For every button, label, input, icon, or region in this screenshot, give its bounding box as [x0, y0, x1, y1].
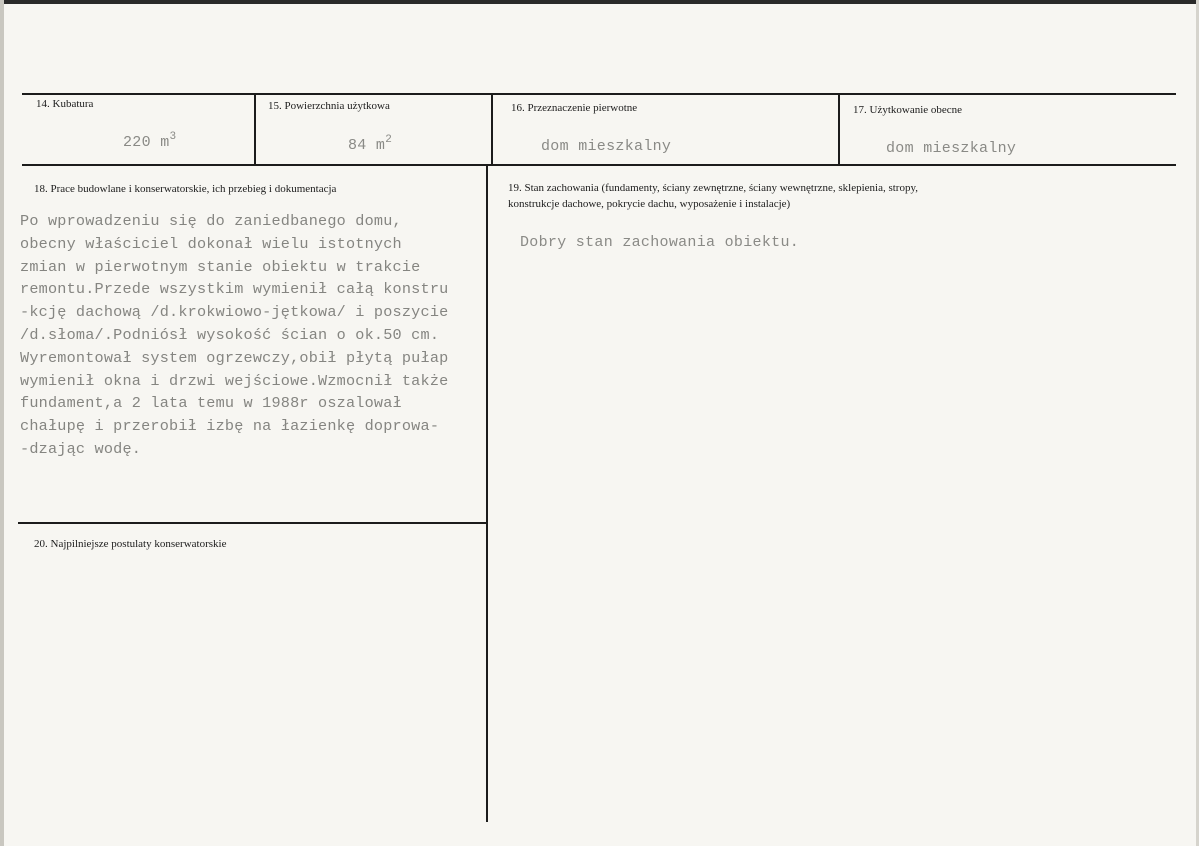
field-18-line: obecny właściciel dokonał wielu istotnych	[20, 234, 402, 253]
field-18-label: 18. Prace budowlane i konserwatorskie, ich przebieg i dokumentacja	[34, 183, 337, 195]
powierzchnia-unit-exponent: 2	[385, 134, 393, 146]
field-15-label: 15. Powierzchnia użytkowa	[268, 100, 390, 112]
divider-15-16	[491, 93, 493, 164]
page-top-edge	[0, 0, 1199, 4]
field-17-label: 17. Użytkowanie obecne	[853, 104, 963, 116]
field-17-value: dom mieszkalny	[886, 140, 1017, 157]
field-18-line: chałupę i przerobił izbę na łazienkę doprowa-	[20, 417, 440, 436]
field-18-line: fundament,a 2 lata temu w 1988r oszalował	[20, 394, 402, 413]
field-15-value	[348, 134, 392, 154]
field-19-value: Dobry stan zachowania obiektu.	[520, 234, 800, 251]
field-18-line: -dzając wodę.	[20, 439, 142, 458]
field-18-line: wymienił okna i drzwi wejściowe.Wzmocnił także	[20, 371, 449, 390]
field-18-line: -kcję dachową /d.krokwiowo-jętkowa/ i poszycie	[20, 303, 449, 322]
powierzchnia-value: 84 m	[348, 137, 386, 154]
field-18-text	[20, 210, 490, 461]
field-16-value: dom mieszkalny	[541, 138, 672, 155]
kubatura-value: 220 m	[123, 134, 170, 151]
field-19-label-line1: 19. Stan zachowania (fundamenty, ściany zewnętrzne, ściany wewnętrzne, sklepienia, stropy,	[508, 182, 919, 194]
field-14-value	[123, 131, 176, 151]
field-18-line: Po wprowadzeniu się do zaniedbanego domu,	[20, 212, 402, 230]
divider-16-17	[838, 93, 840, 164]
field-19-label-line2: konstrukcje dachowe, pokrycie dachu, wyposażenie i instalacje)	[508, 198, 791, 210]
kubatura-unit-exponent: 3	[169, 131, 177, 143]
field-18-line: remontu.Przede wszystkim wymienił całą konstru	[20, 280, 449, 299]
field-20-label: 20. Najpilniejsze postulaty konserwatorskie	[34, 538, 227, 550]
field-18-line: /d.słoma/.Podniósł wysokość ścian o ok.50 cm.	[20, 325, 440, 344]
divider-14-15	[254, 93, 256, 164]
middle-row-rule	[22, 164, 1176, 166]
field-18-line: zmian w pierwotnym stanie obiektu w trakcie	[20, 257, 421, 276]
page-left-edge	[0, 0, 4, 846]
top-row-rule	[22, 93, 1176, 95]
section-18-bottom-rule	[18, 522, 488, 524]
field-16-label: 16. Przeznaczenie pierwotne	[511, 102, 638, 114]
field-14-label: 14. Kubatura	[36, 98, 94, 110]
field-18-line: Wyremontował system ogrzewczy,obił płytą pułap	[20, 348, 449, 367]
